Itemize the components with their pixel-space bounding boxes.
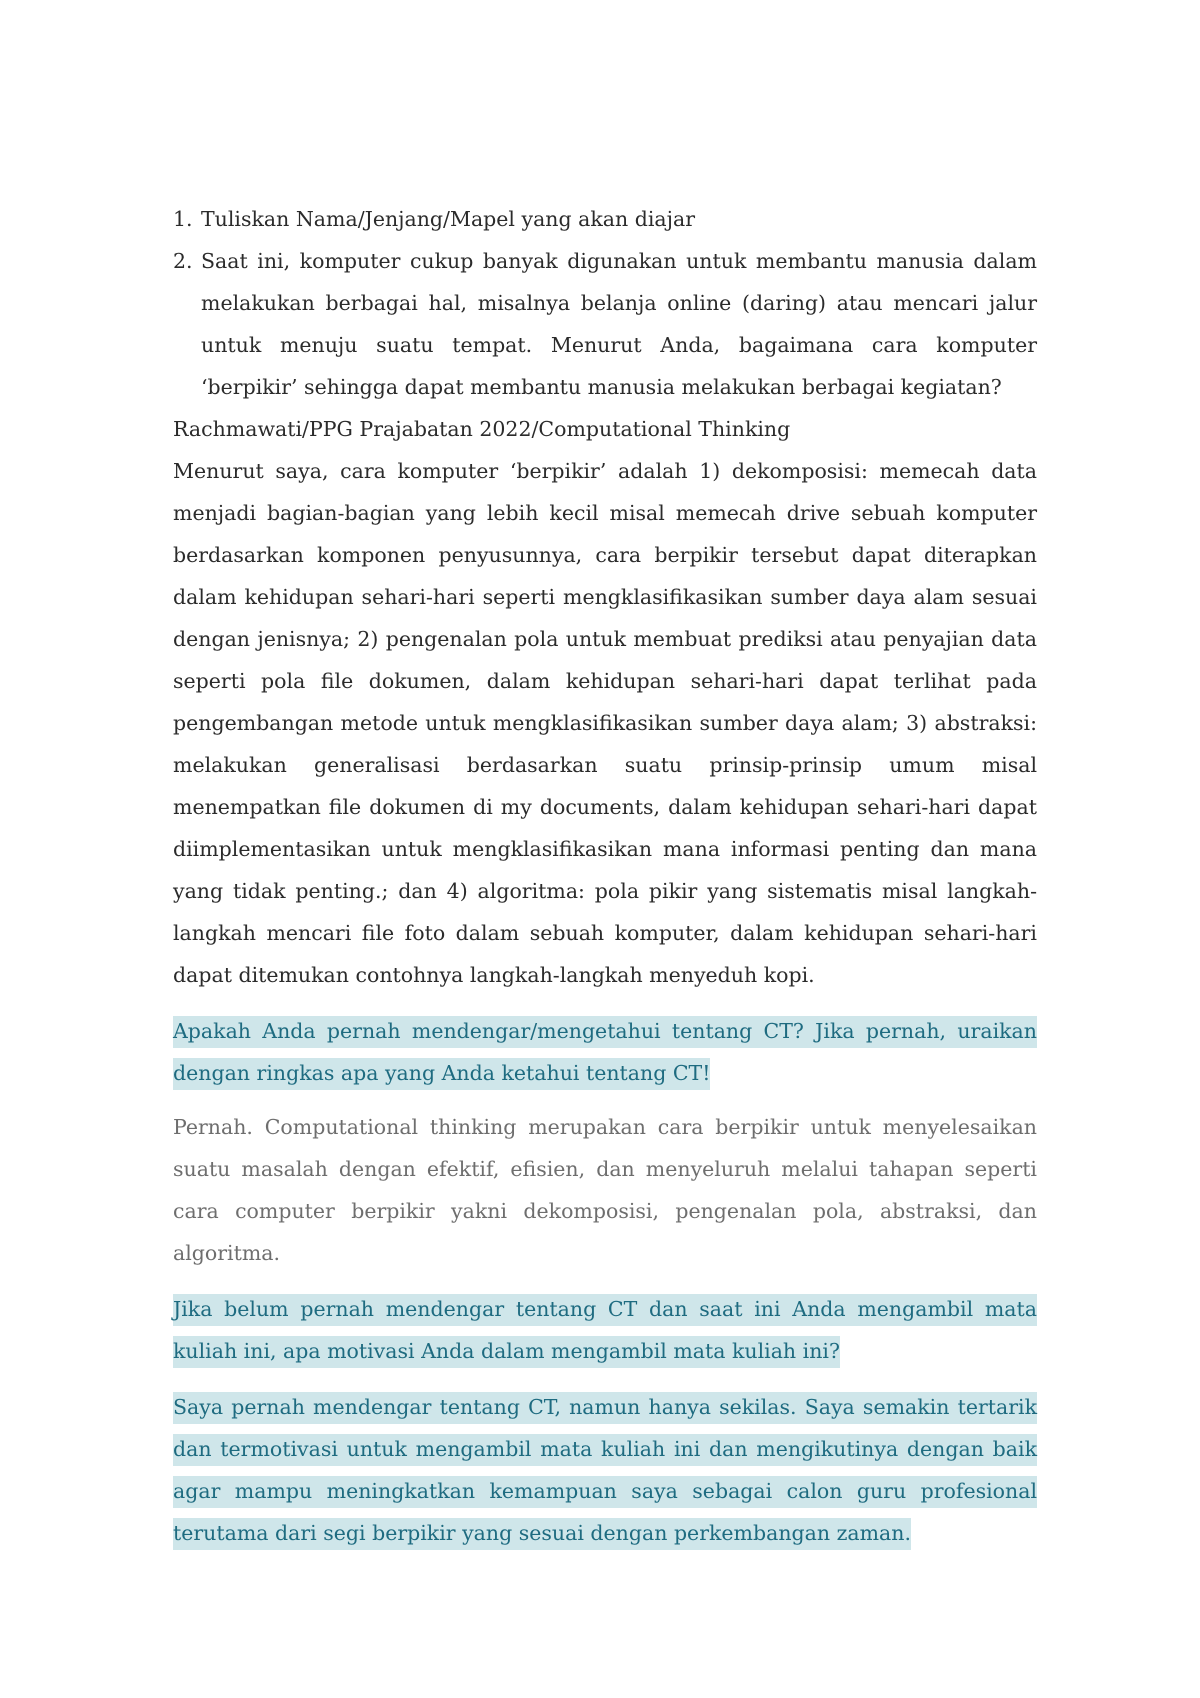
answer-2-paragraph: Menurut saya, cara komputer ‘berpikir’ adalah 1) dekomposisi: memecah data menjadi bagian-bagian yang lebih kecil misal memecah drive sebuah komputer berdasarkan komponen penyusunnya, cara berpikir tersebut dapat diterapkan dalam kehidupan sehari-hari seperti mengklasifikasikan sumber daya alam sesuai dengan jenisnya; 2) pengenalan pola untuk membuat prediksi atau penyajian data seperti pola file dokumen, dalam kehidupan sehari-hari dapat terlihat pada pengembangan metode untuk mengklasifikasikan sumber daya alam; 3) abstraksi: melakukan generalisasi berdasarkan suatu prinsip-prinsip umum misal menempatkan file dokumen di my documents, dalam kehidupan sehari-hari dapat diimplementasikan untuk mengklasifikasikan mana informasi penting dan mana yang tidak penting.; dan 4) algoritma: pola pikir yang sistematis misal langkah-langkah mencari file foto dalam sebuah komputer, dalam kehidupan sehari-hari dapat ditemukan contohnya langkah-langkah menyeduh kopi. xyxy=(173,459,1037,987)
question-item xyxy=(173,198,1037,240)
question-4-highlight: Jika belum pernah mendengar tentang CT dan saat ini Anda mengambil mata kuliah ini, apa motivasi Anda dalam mengambil mata kuliah ini? xyxy=(173,1294,1037,1368)
answer-4-paragraph xyxy=(173,1386,1037,1554)
question-4-paragraph xyxy=(173,1288,1037,1372)
question-3-highlight: Apakah Anda pernah mendengar/mengetahui tentang CT? Jika pernah, uraikan dengan ringkas apa yang Anda ketahui tentang CT! xyxy=(173,1016,1037,1090)
question-item xyxy=(173,240,1037,408)
question-text: Tuliskan Nama/Jenjang/Mapel yang akan diajar xyxy=(201,207,696,231)
identity-line: Rachmawati/PPG Prajabatan 2022/Computational Thinking xyxy=(173,417,791,441)
document-body xyxy=(173,198,1037,1554)
answer-3-paragraph: Pernah. Computational thinking merupakan cara berpikir untuk menyelesaikan suatu masalah dengan efektif, efisien, dan menyeluruh melalui tahapan seperti cara computer berpikir yakni dekomposisi, pengenalan pola, abstraksi, dan algoritma. xyxy=(173,1115,1037,1265)
question-number: 2. xyxy=(173,249,193,273)
question-text: Saat ini, komputer cukup banyak digunakan untuk membantu manusia dalam melakukan berbagai hal, misalnya belanja online (daring) atau mencari jalur untuk menuju suatu tempat. Menurut Anda, bagaimana cara komputer ‘berpikir’ sehingga dapat membantu manusia melakukan berbagai kegiatan? xyxy=(201,249,1037,399)
question-list xyxy=(173,198,1037,408)
answer-4-highlight: Saya pernah mendengar tentang CT, namun hanya sekilas. Saya semakin tertarik dan termotivasi untuk mengambil mata kuliah ini dan mengikutinya dengan baik agar mampu meningkatkan kemampuan saya sebagai calon guru profesional terutama dari segi berpikir yang sesuai dengan perkembangan zaman. xyxy=(173,1392,1037,1550)
question-3-paragraph xyxy=(173,1010,1037,1094)
question-number: 1. xyxy=(173,207,193,231)
